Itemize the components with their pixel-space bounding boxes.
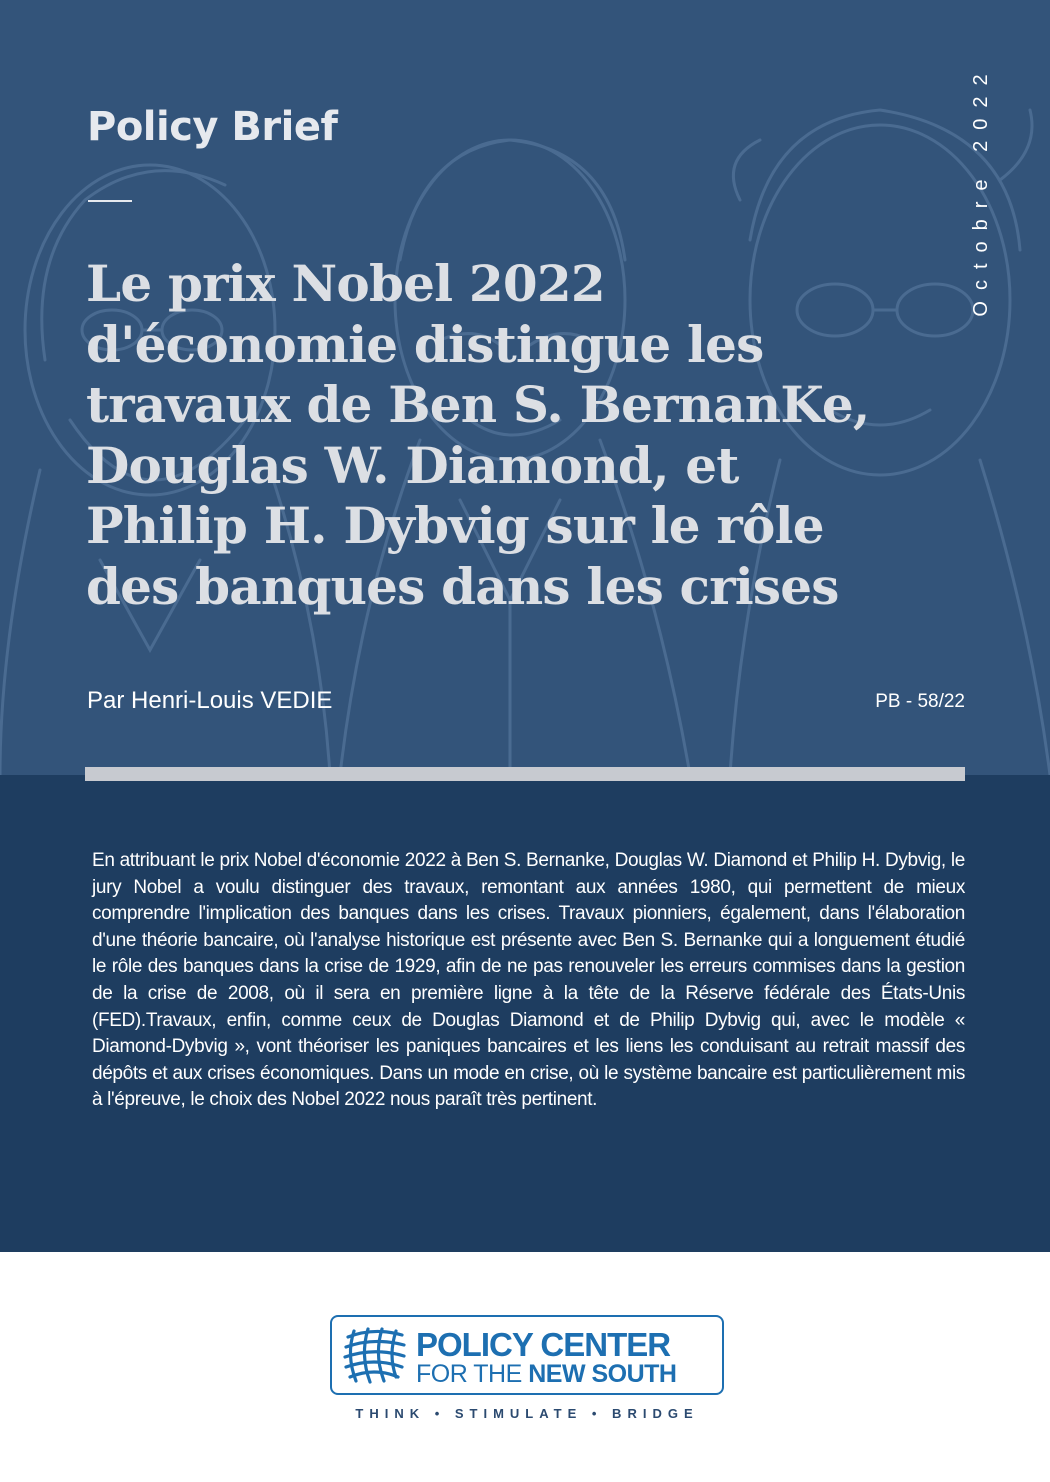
abstract-text: En attribuant le prix Nobel d'économie 2022 à Ben S. Bernanke, Douglas W. Diamond et Philip H. Dybvig, le jury Nobel a voulu distinguer des travaux, remontant aux années 1980, qui permettent de mieux comprendre l'implication des banques dans les crises. Travaux pionniers, également, dans l'élaboration d'une théorie bancaire, où l'analyse historique est présente avec Ben S. Bernanke qui a longuement étudié le rôle des banques dans la crise de 1929, afin de ne pas renouveler les erreurs commises dans la gestion de la crise de 2008, où il sera en première ligne à la tête de la Réserve fédérale des États-Unis (FED).Travaux, enfin, comme ceux de Douglas Diamond et de Philip Dybvig qui, avec le modèle « Diamond-Dybvig », vont théoriser les paniques bancaires et les liens les conduisant au retrait massif des dépôts et aux crises économiques. Dans un mode en crise, où le système bancaire est particulièrement mis à l'épreuve, le choix des Nobel 2022 nous paraît très pertinent. <box>92 850 965 1111</box>
logo-line2-prefix: FOR THE <box>416 1360 529 1388</box>
globe-grid-icon <box>340 1325 408 1385</box>
logo-wordmark-line1: POLICY CENTER <box>416 1326 671 1363</box>
title-divider <box>88 200 132 202</box>
publication-code: PB - 58/22 <box>875 691 965 712</box>
abstract-section <box>0 775 1050 1252</box>
publication-date: Octobre 2022 <box>969 63 992 317</box>
author-byline: Par Henri-Louis VEDIE <box>87 687 333 714</box>
policy-center-logo <box>330 1315 724 1395</box>
document-type-label: Policy Brief <box>87 104 338 150</box>
logo-line2-bold: NEW SOUTH <box>528 1360 677 1388</box>
logo-wordmark-line2 <box>416 1360 677 1389</box>
section-rule <box>85 767 965 781</box>
page-title: Le prix Nobel 2022 d'économie distingue les travaux de Ben S. BernanKe, Douglas W. Diamond, et Philip H. Dybvig sur le rôle des banques dans les crises <box>86 254 870 616</box>
logo-tagline: THINK • STIMULATE • BRIDGE <box>355 1406 699 1421</box>
